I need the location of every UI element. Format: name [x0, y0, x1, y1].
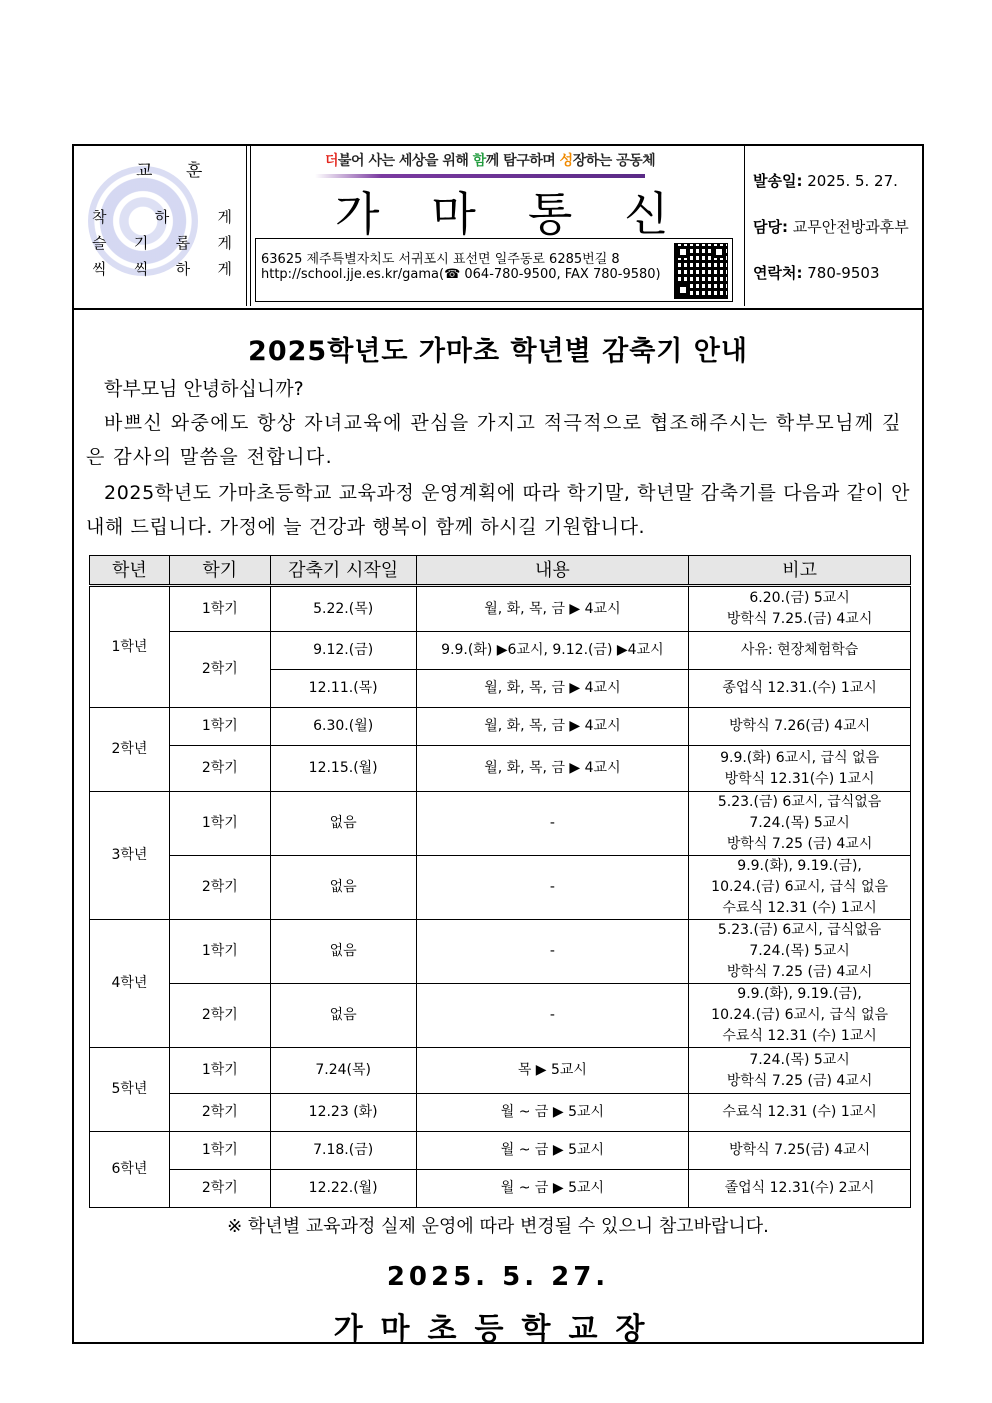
note-line: 5.23.(금) 6교시, 급식없음 [717, 794, 882, 810]
note-line: 수료식 12.31 (수) 1교시 [722, 1104, 877, 1120]
note-cell [689, 856, 911, 920]
motto-line-2 [92, 232, 232, 253]
content-cell: - [416, 920, 689, 984]
note-line: 7.24.(목) 5교시 [749, 1051, 850, 1068]
semester-cell: 2학기 [169, 632, 270, 708]
issue-info [744, 146, 923, 306]
table-row [90, 1048, 911, 1094]
masthead [251, 146, 744, 306]
motto-char: 슬 [92, 234, 107, 252]
start-date-cell: 없음 [270, 792, 416, 856]
note-line: 종업식 12.31.(수) 1교시 [722, 680, 877, 696]
note-line: 졸업식 12.31(수) 2교시 [724, 1180, 875, 1196]
table-row [90, 920, 911, 984]
motto-char: 게 [217, 260, 232, 278]
semester-cell: 2학기 [169, 746, 270, 792]
note-line: 10.24.(금) 6교시, 급식 없음 [711, 1007, 889, 1023]
motto-char: 게 [217, 234, 232, 252]
semester-cell: 2학기 [169, 1170, 270, 1208]
note-line: 수료식 12.31 (수) 1교시 [722, 900, 877, 916]
school-slogan: 더불어 사는 세상을 위해 함께 탐구하며 성장하는 공동체 [325, 153, 656, 169]
newsletter-title: 가마통신 [335, 187, 721, 241]
note-line: 10.24.(금) 6교시, 급식 없음 [711, 879, 889, 895]
content-cell: 월, 화, 목, 금 ▶ 4교시 [416, 670, 689, 708]
grade-cell: 3학년 [90, 792, 170, 920]
paragraph-1: 바쁘신 와중에도 항상 자녀교육에 관심을 가지고 적극적으로 협조해주시는 학부모님께 깊은 감사의 말씀을 전합니다. [86, 412, 902, 468]
motto-line-1 [92, 206, 232, 227]
content-cell: 월, 화, 목, 금 ▶ 4교시 [416, 586, 689, 632]
table-row [90, 856, 911, 920]
note-line: 방학식 7.25.(금) 4교시 [726, 611, 873, 627]
note-line: 7.24.(목) 5교시 [749, 943, 850, 959]
content-cell: 월 ~ 금 ▶ 5교시 [416, 1170, 689, 1208]
newsletter-header [74, 146, 922, 310]
qr-code-icon[interactable] [674, 243, 728, 299]
content-cell: - [416, 792, 689, 856]
table-row [90, 984, 911, 1048]
semester-cell: 2학기 [169, 1094, 270, 1132]
note-cell [689, 670, 911, 708]
start-date-cell: 12.23 (화) [270, 1094, 416, 1132]
motto-char: 롭 [175, 234, 191, 252]
content-cell: - [416, 984, 689, 1048]
note-cell [689, 920, 911, 984]
semester-cell: 2학기 [169, 984, 270, 1048]
note-cell [689, 746, 911, 792]
note-line: 방학식 7.26(금) 4교시 [729, 718, 871, 734]
content-cell: 9.9.(화) ▶6교시, 9.12.(금) ▶4교시 [416, 632, 689, 670]
note-line: 6.20.(금) 5교시 [749, 590, 850, 606]
motto-char: 하 [175, 260, 191, 278]
manager: 담당: 교무안전방과후부 [753, 218, 909, 236]
note-cell [689, 708, 911, 746]
semester-cell: 1학기 [169, 586, 270, 632]
header-grade: 학년 [90, 556, 170, 586]
footnote: ※ 학년별 교육과정 실제 운영에 따라 변경될 수 있으니 참고바랍니다. [227, 1216, 769, 1237]
start-date-cell: 6.30.(월) [270, 708, 416, 746]
note-line: 9.9.(화), 9.19.(금), [737, 986, 862, 1002]
semester-cell: 1학기 [169, 1048, 270, 1094]
motto-char: 하 [154, 208, 170, 226]
table-row [90, 708, 911, 746]
header-semester: 학기 [169, 556, 270, 586]
content-cell: 목 ▶ 5교시 [416, 1048, 689, 1094]
note-line: 7.24.(목) 5교시 [749, 815, 850, 831]
content-cell: - [416, 856, 689, 920]
table-row [90, 792, 911, 856]
note-line: 9.9.(화), 9.19.(금), [737, 858, 862, 874]
note-line: 방학식 7.25 (금) 4교시 [726, 964, 873, 980]
note-cell [689, 632, 911, 670]
school-address: 63625 제주특별자치도 서귀포시 표선면 일주동로 6285번길 8 [261, 252, 620, 267]
content-cell: 월 ~ 금 ▶ 5교시 [416, 1132, 689, 1170]
school-website-link[interactable]: http://school.jje.es.kr/gama(☎ 064-780-9500, FAX 780-9580) [261, 267, 661, 282]
motto-char: 착 [92, 208, 107, 226]
semester-cell: 1학기 [169, 708, 270, 746]
start-date-cell: 7.18.(금) [270, 1132, 416, 1170]
start-date-cell: 없음 [270, 920, 416, 984]
closing-date: 2025. 5. 27. [386, 1262, 610, 1292]
table-row [90, 1132, 911, 1170]
note-cell [689, 1094, 911, 1132]
semester-cell: 2학기 [169, 856, 270, 920]
start-date-cell: 12.15.(월) [270, 746, 416, 792]
note-line: 9.9.(화) 6교시, 급식 없음 [720, 749, 880, 766]
table-row [90, 1094, 911, 1132]
start-date-cell: 9.12.(금) [270, 632, 416, 670]
table-row [90, 632, 911, 670]
issue-date: 발송일: 2025. 5. 27. [753, 172, 898, 190]
school-motto [74, 146, 247, 306]
motto-char: 씩 [133, 260, 149, 278]
grade-cell: 5학년 [90, 1048, 170, 1132]
motto-line-3 [92, 258, 232, 279]
start-date-cell: 12.22.(월) [270, 1170, 416, 1208]
motto-char: 기 [133, 234, 149, 252]
signature: 가마초등학교장 [333, 1312, 663, 1347]
note-cell [689, 792, 911, 856]
semester-cell: 1학기 [169, 792, 270, 856]
contact: 연락처: 780-9503 [753, 264, 880, 282]
note-line: 사유: 현장체험학습 [740, 642, 859, 658]
start-date-cell: 없음 [270, 984, 416, 1048]
note-cell [689, 984, 911, 1048]
content-cell: 월 ~ 금 ▶ 5교시 [416, 1094, 689, 1132]
document-title: 2025학년도 가마초 학년별 감축기 안내 [248, 336, 748, 367]
semester-cell: 1학기 [169, 1132, 270, 1170]
content-cell: 월, 화, 목, 금 ▶ 4교시 [416, 746, 689, 792]
schedule-table [89, 555, 911, 1208]
table-row [90, 746, 911, 792]
note-line: 5.23.(금) 6교시, 급식없음 [717, 922, 882, 938]
semester-cell: 1학기 [169, 920, 270, 984]
grade-cell: 2학년 [90, 708, 170, 792]
note-cell [689, 1048, 911, 1094]
start-date-cell: 12.11.(목) [270, 670, 416, 708]
newsletter-frame [72, 144, 924, 1347]
content-cell: 월, 화, 목, 금 ▶ 4교시 [416, 708, 689, 746]
note-line: 방학식 7.25(금) 4교시 [729, 1142, 871, 1158]
note-line: 방학식 7.25 (금) 4교시 [726, 836, 873, 852]
motto-char: 게 [217, 208, 232, 226]
header-note: 비고 [689, 556, 911, 586]
grade-cell: 4학년 [90, 920, 170, 1048]
header-content: 내용 [416, 556, 689, 586]
paragraph-2: 2025학년도 가마초등학교 교육과정 운영계획에 따라 학기말, 학년말 감축기를 다음과 같이 안내해 드립니다. 가정에 늘 건강과 행복이 함께 하시길 기원합니다. [86, 482, 911, 538]
grade-cell: 1학년 [90, 586, 170, 708]
note-cell [689, 1170, 911, 1208]
note-line: 수료식 12.31 (수) 1교시 [722, 1028, 877, 1044]
table-row [90, 586, 911, 632]
start-date-cell: 7.24(목) [270, 1048, 416, 1094]
greeting: 학부모님 안녕하십니까? [104, 378, 304, 400]
motto-title: 교 훈 [136, 161, 217, 181]
grade-cell: 6학년 [90, 1132, 170, 1208]
start-date-cell: 5.22.(목) [270, 586, 416, 632]
note-line: 방학식 7.25 (금) 4교시 [726, 1072, 873, 1089]
note-cell [689, 1132, 911, 1170]
note-line: 방학식 12.31(수) 1교시 [724, 770, 875, 787]
schedule-body [90, 586, 911, 1208]
address-box [255, 238, 733, 302]
start-date-cell: 없음 [270, 856, 416, 920]
motto-char: 씩 [92, 260, 107, 278]
note-cell [689, 586, 911, 632]
header-start-date: 감축기 시작일 [270, 556, 416, 586]
table-row [90, 1170, 911, 1208]
